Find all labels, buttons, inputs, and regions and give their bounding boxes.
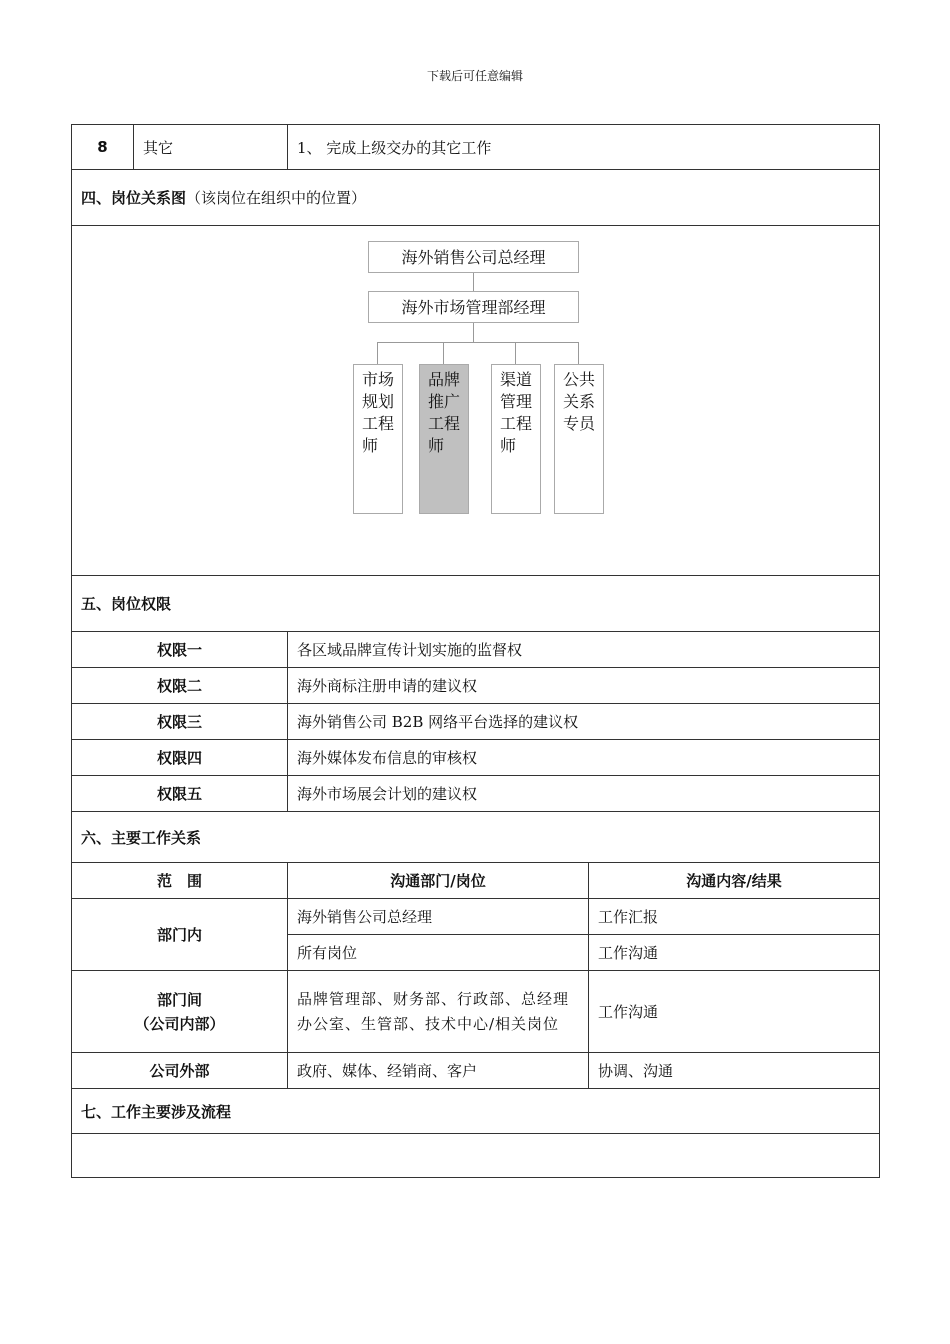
row-content: 1、 完成上级交办的其它工作 [288,125,880,170]
authority-desc: 海外媒体发布信息的审核权 [288,740,880,776]
section4-note: （该岗位在组织中的位置） [186,189,367,207]
org-connector [377,342,378,364]
section7-title: 七、工作主要涉及流程 [72,1089,880,1134]
scope-internal: 部门内 [72,899,288,971]
row-number: 8 [72,125,134,170]
org-connector [473,323,474,342]
authority-row [72,632,880,668]
authority-name: 权限三 [72,704,288,740]
org-node-dept-manager: 海外市场管理部经理 [368,291,579,323]
org-node-market-planning: 市场规划工程师 [353,364,403,514]
org-connector [473,273,474,291]
authority-desc: 海外销售公司 B2B 网络平台选择的建议权 [288,704,880,740]
authority-name: 权限一 [72,632,288,668]
header-content: 沟通内容/结果 [589,863,880,899]
row-8 [72,125,880,170]
relations-header-row [72,863,880,899]
relation-dept: 所有岗位 [288,935,589,971]
scope-external: 公司外部 [72,1053,288,1089]
authority-row [72,668,880,704]
relations-row [72,899,880,935]
org-chart-cell [72,226,880,576]
row-name: 其它 [134,125,288,170]
header-scope: 范 围 [72,863,288,899]
relations-row [72,1053,880,1089]
authority-row [72,740,880,776]
header-dept: 沟通部门/岗位 [288,863,589,899]
org-connector [377,342,579,343]
authority-name: 权限二 [72,668,288,704]
relation-content: 工作沟通 [589,971,880,1053]
org-node-public-relations: 公共关系专员 [554,364,604,514]
authority-row [72,776,880,812]
org-connector [578,342,579,364]
authority-desc: 海外商标注册申请的建议权 [288,668,880,704]
org-node-general-manager: 海外销售公司总经理 [368,241,579,273]
authority-desc: 各区域品牌宣传计划实施的监督权 [288,632,880,668]
relation-content: 工作沟通 [589,935,880,971]
authority-desc: 海外市场展会计划的建议权 [288,776,880,812]
scope-between-line2: （公司内部） [134,1014,225,1033]
header-note: 下载后可任意编辑 [426,69,523,83]
org-node-channel-management: 渠道管理工程师 [491,364,541,514]
authority-name: 权限四 [72,740,288,776]
relation-dept: 政府、媒体、经销商、客户 [288,1053,589,1089]
org-connector [443,342,444,364]
section4-title: 四、岗位关系图 [81,189,187,207]
org-node-brand-promotion: 品牌推广工程师 [419,364,469,514]
section7-content [72,1134,880,1178]
authority-name: 权限五 [72,776,288,812]
relation-content: 协调、沟通 [589,1053,880,1089]
org-chart [72,227,878,575]
relations-row [72,971,880,1053]
job-description-table [71,124,880,1178]
relation-content: 工作汇报 [589,899,880,935]
authority-row [72,704,880,740]
org-connector [515,342,516,364]
scope-between-line1: 部门间 [156,990,202,1009]
relation-dept: 品牌管理部、财务部、行政部、总经理办公室、生管部、技术中心/相关岗位 [288,971,589,1053]
scope-between [72,971,288,1053]
section4-heading [72,170,880,226]
relation-dept: 海外销售公司总经理 [288,899,589,935]
section5-title: 五、岗位权限 [72,576,880,632]
section6-title: 六、主要工作关系 [72,812,880,863]
